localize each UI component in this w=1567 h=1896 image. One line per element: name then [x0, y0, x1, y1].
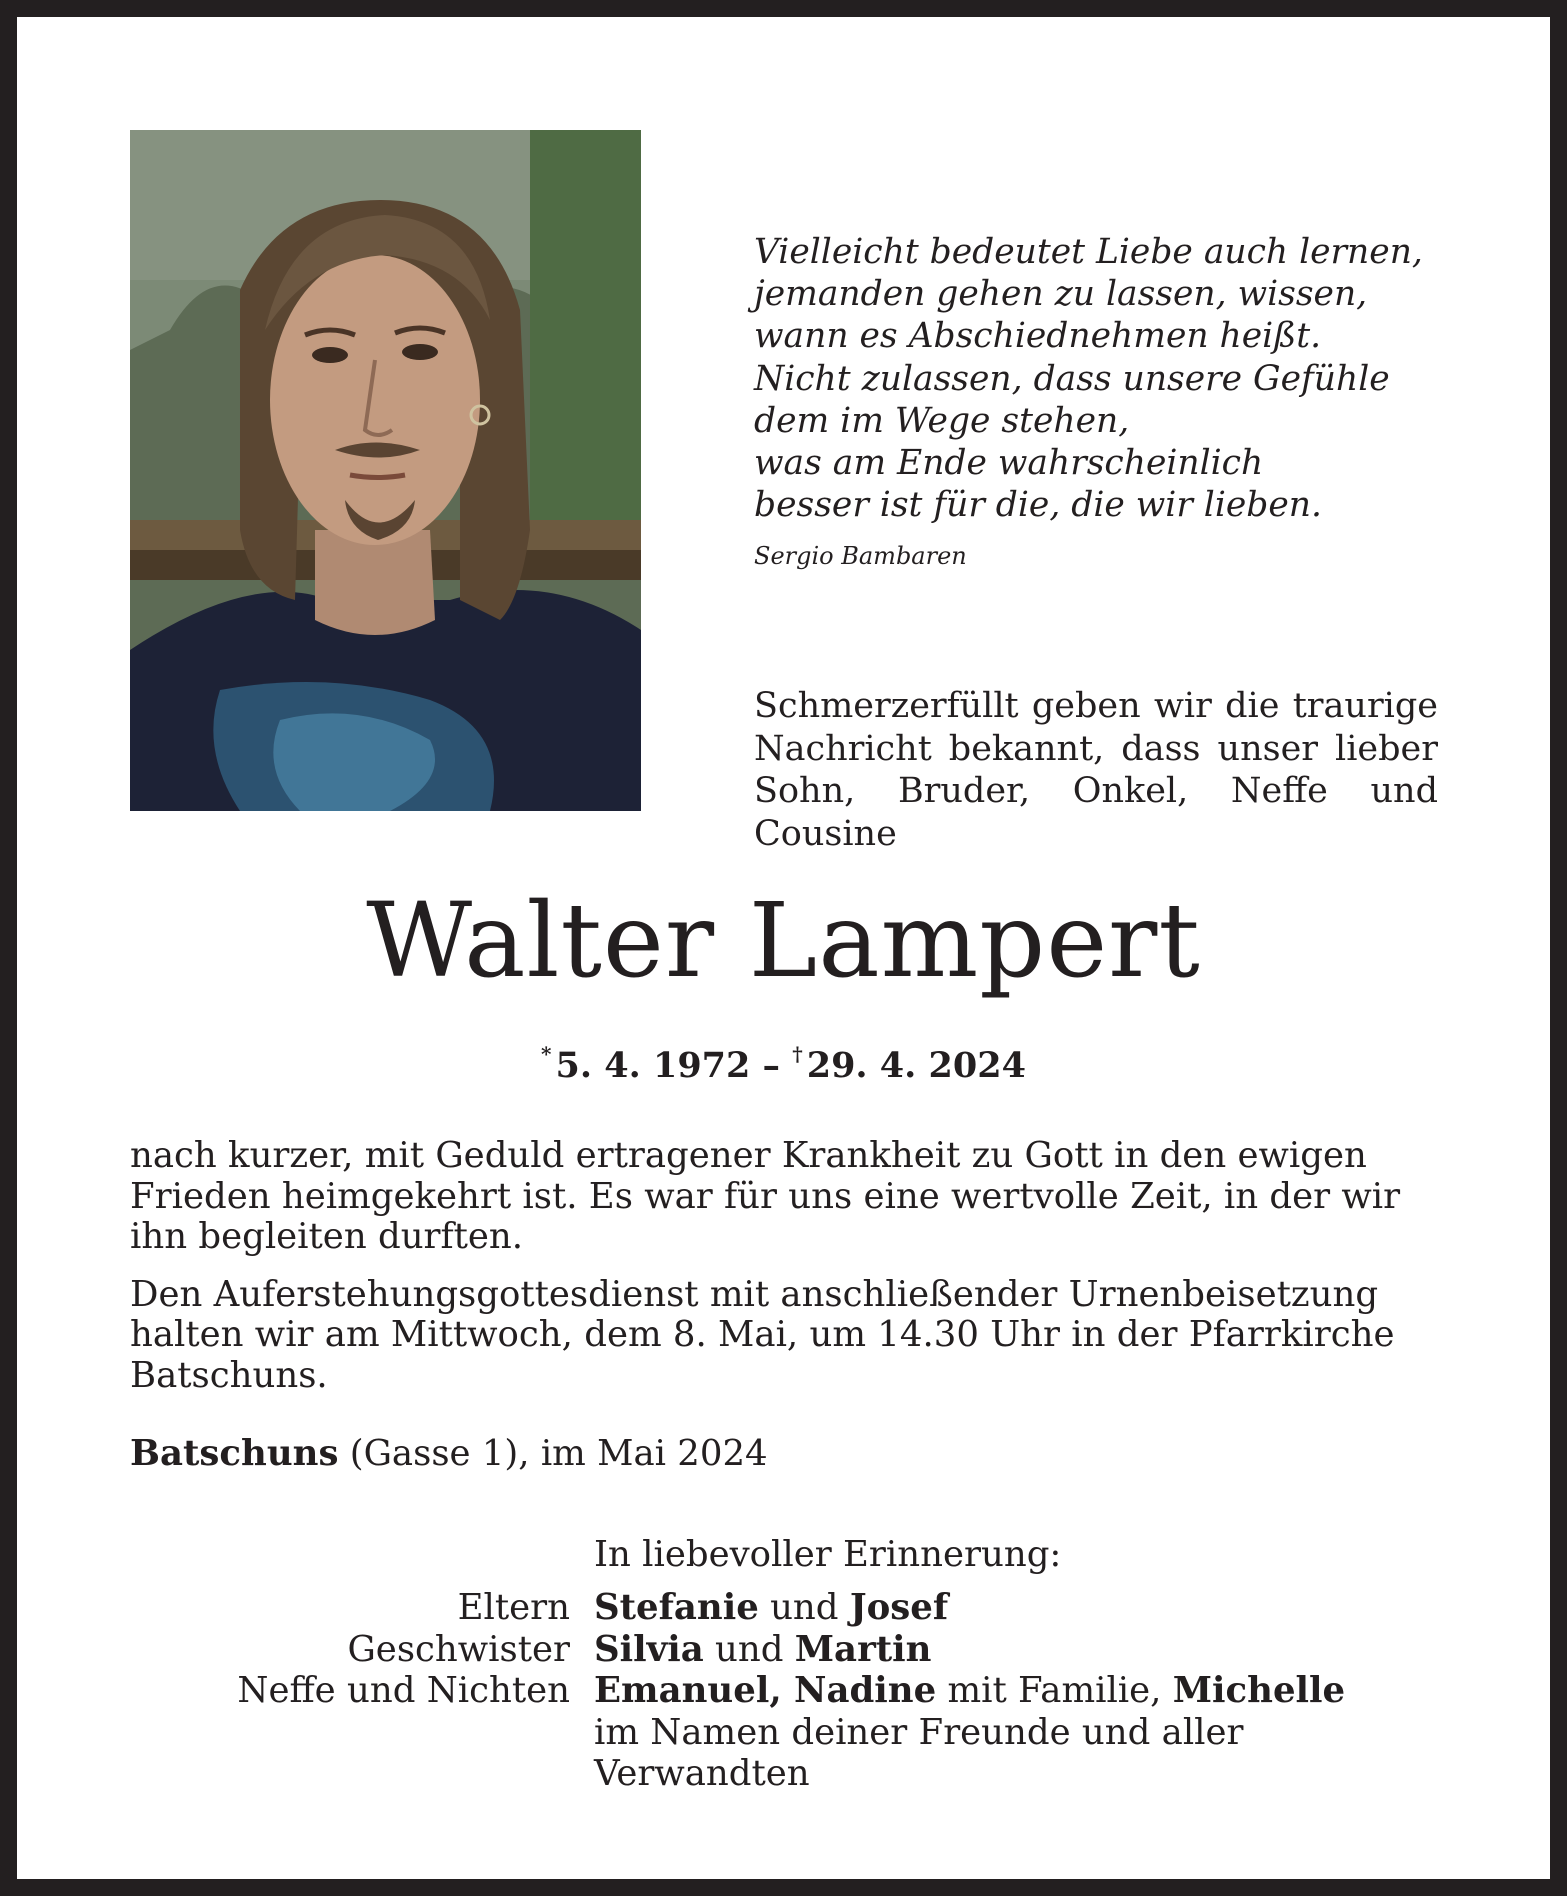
family-name: Michelle: [1172, 1670, 1346, 1711]
announcement-line: Schmerzerfüllt geben wir die traurige: [754, 686, 1438, 726]
body-paragraph: nach kurzer, mit Geduld ertragener Krankheit zu Gott in den ewigen Frieden heimgekehrt ist. Es war für uns eine wertvolle Zeit, in der wir ihn begleiten durften.: [130, 1135, 1401, 1257]
family-label: Eltern: [457, 1587, 570, 1628]
place-town: Batschuns: [130, 1433, 339, 1474]
place-rest: (Gasse 1), im Mai 2024: [338, 1433, 768, 1474]
poem-line: besser ist für die, die wir lieben.: [754, 485, 1322, 526]
poem-line: Nicht zulassen, dass unsere Gefühle: [754, 358, 1390, 399]
family-name: Martin: [794, 1628, 932, 1670]
family-row-parents: [130, 1587, 1460, 1629]
family-name: Emanuel, Nadine: [594, 1670, 937, 1711]
birth-date: 5. 4. 1972: [555, 1045, 751, 1086]
family-name: Silvia: [594, 1628, 704, 1670]
announcement-text: [754, 685, 1438, 855]
place-date-line: [130, 1432, 768, 1476]
announcement-line: Nachricht bekannt, dass unser lieber: [754, 728, 1438, 769]
quote-author: Sergio Bambaren: [754, 542, 967, 570]
family-label: Geschwister: [347, 1628, 570, 1670]
family-connector: und: [703, 1628, 795, 1670]
life-dates: [0, 1030, 1567, 1090]
poem-line: dem im Wege stehen,: [754, 400, 1130, 441]
date-separator: –: [750, 1045, 793, 1086]
family-label-empty: [130, 1712, 570, 1795]
portrait-photo: [130, 130, 641, 811]
poem-line: jemanden gehen zu lassen, wissen,: [754, 274, 1368, 315]
birth-symbol: *: [541, 1042, 552, 1066]
closing-line: In liebevoller Erinnerung:: [594, 1534, 1062, 1575]
poem-line: wann es Abschiednehmen heißt.: [754, 316, 1322, 357]
family-names: [594, 1587, 948, 1629]
family-row-siblings: [130, 1629, 1460, 1671]
family-row-nephews: [130, 1670, 1460, 1712]
family-list: [130, 1587, 1460, 1795]
family-row-friends: [130, 1712, 1460, 1795]
announcement-line: Sohn, Bruder, Onkel, Neffe und Cousine: [754, 771, 1438, 854]
deceased-name: Walter Lampert: [366, 881, 1201, 1001]
poem-quote: [754, 231, 1454, 526]
poem-line: was am Ende wahrscheinlich: [754, 443, 1264, 484]
death-symbol: †: [792, 1042, 803, 1066]
family-names: [594, 1629, 931, 1671]
family-connector: mit Familie,: [936, 1670, 1173, 1711]
death-date: 29. 4. 2024: [806, 1045, 1026, 1086]
family-name: Josef: [849, 1587, 949, 1628]
service-paragraph: Den Auferstehungsgottesdienst mit anschließender Urnenbeisetzung halten wir am Mittwoch, dem 8. Mai, um 14.30 Uhr in der Pfarrkirche Batschuns.: [130, 1273, 1395, 1396]
family-label: Neffe und Nichten: [237, 1670, 570, 1711]
family-names: [594, 1670, 1345, 1712]
poem-line: Vielleicht bedeutet Liebe auch lernen,: [754, 232, 1423, 272]
family-name: Stefanie: [594, 1587, 759, 1628]
obituary-body: [130, 1136, 1438, 1396]
friends-line: im Namen deiner Freunde und aller Verwandten: [594, 1711, 1244, 1794]
family-connector: und: [758, 1587, 850, 1628]
